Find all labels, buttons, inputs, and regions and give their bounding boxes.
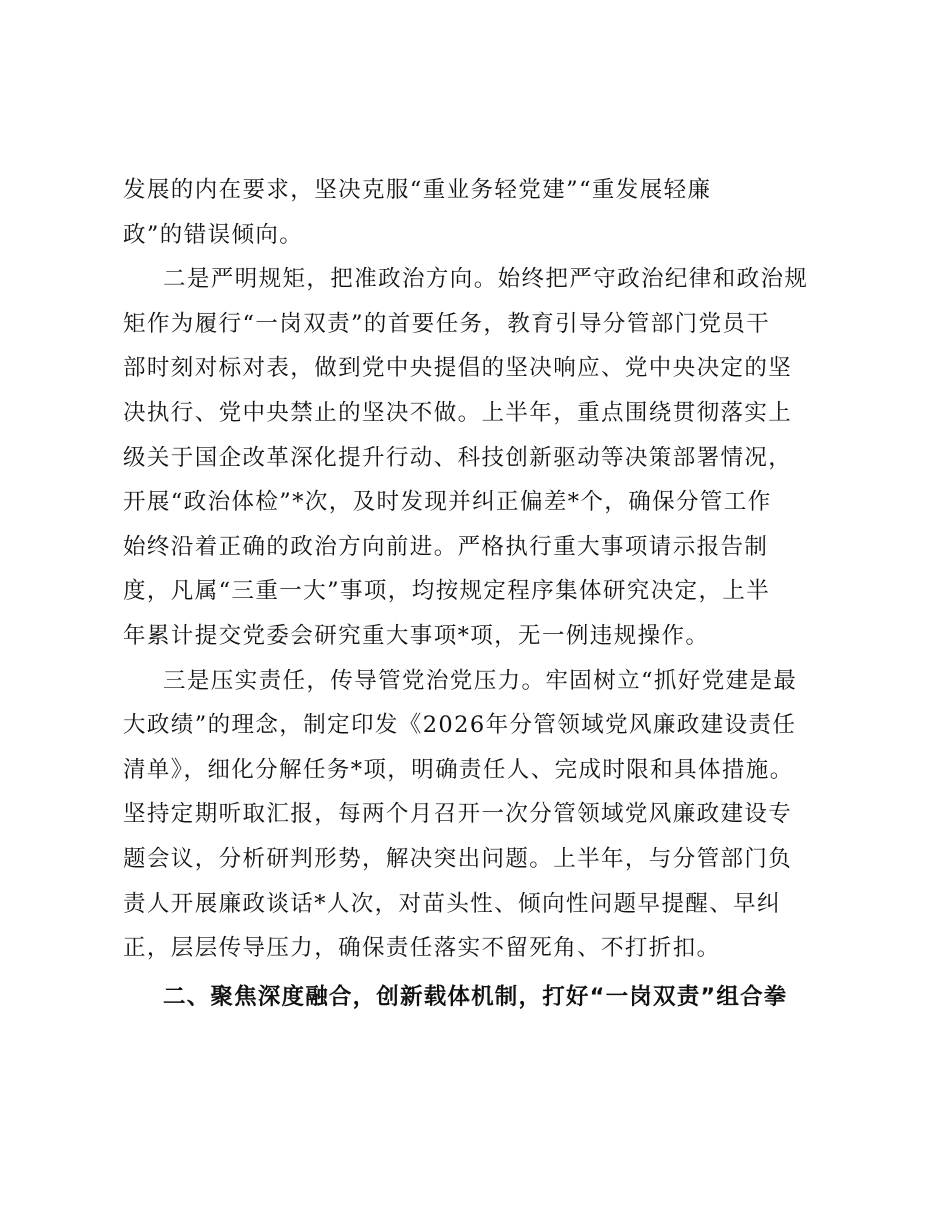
paragraph-line: 度，凡属“三重一大”事项，均按规定程序集体研究决定，上半 (123, 578, 771, 605)
paragraph-line: 部时刻对标对表，做到党中央提倡的坚决响应、党中央决定的坚 (123, 355, 793, 382)
paragraph-line: 开展“政治体检”*次，及时发现并纠正偏差*个，确保分管工作 (123, 489, 772, 516)
paragraph-line: 题会议，分析研判形势，解决突出问题。上半年，与分管部门负 (123, 845, 793, 872)
paragraph-line: 正，层层传导压力，确保责任落实不留死角、不打折扣。 (123, 935, 721, 962)
section-heading: 二、聚焦深度融合，创新载体机制，打好“一岗双责”组合拳 (163, 983, 788, 1010)
paragraph-line: 责人开展廉政谈话*人次，对苗头性、倾向性问题早提醒、早纠 (123, 890, 781, 917)
document-body (123, 168, 829, 1019)
paragraph-line: 坚持定期听取汇报，每两个月召开一次分管领域党风廉政建设专 (123, 801, 793, 828)
paragraph-line: 大政绩”的理念，制定印发《2026年分管领域党风廉政建设责任 (123, 712, 797, 739)
paragraph-line: 级关于国企改革深化提升行动、科技创新驱动等决策部署情况， (123, 444, 793, 471)
paragraph-responsibility (123, 659, 829, 971)
paragraph-line: 三是压实责任，传导管党治党压力。牢固树立“抓好党建是最 (163, 667, 798, 694)
paragraph-line: 决执行、党中央禁止的坚决不做。上半年，重点围绕贯彻落实上 (123, 399, 793, 426)
paragraph-line: 二是严明规矩，把准政治方向。始终把严守政治纪律和政治规 (163, 266, 809, 293)
paragraph-line: 发展的内在要求，坚决克服“重业务轻党建”“重发展轻廉 (123, 177, 712, 203)
paragraph-line: 矩作为履行“一岗双责”的首要任务，教育引导分管部门党员干 (123, 310, 771, 337)
paragraph-discipline (123, 257, 829, 658)
paragraph-line: 年累计提交党委会研究重大事项*项，无一例违规操作。 (123, 622, 710, 649)
paragraph-line: 清单》，细化分解任务*项，明确责任人、完成时限和具体措施。 (123, 756, 794, 783)
paragraph-continued (123, 168, 829, 257)
paragraph-line: 始终沿着正确的政治方向前进。严格执行重大事项请示报告制 (123, 533, 769, 560)
paragraph-line: 政”的错误倾向。 (123, 221, 304, 248)
